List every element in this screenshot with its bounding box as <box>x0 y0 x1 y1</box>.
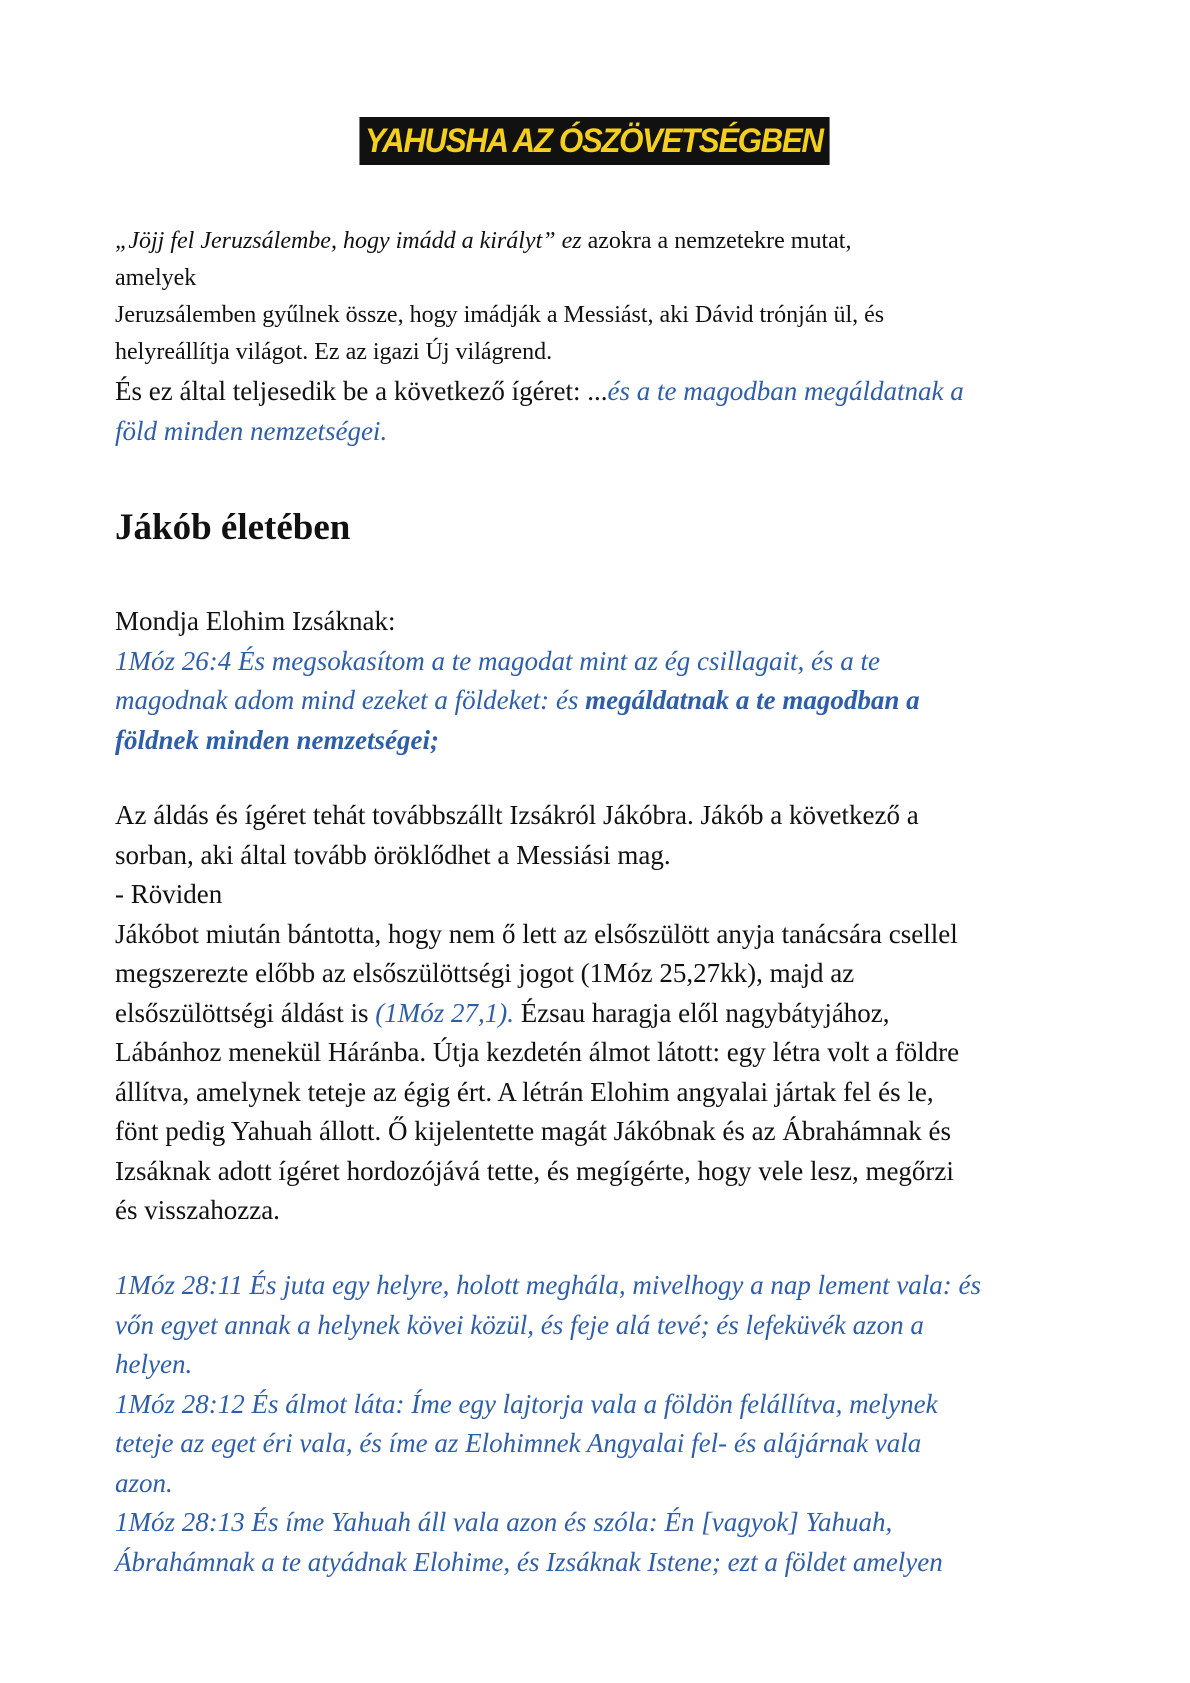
block-a-verse-line-2 <box>115 681 1105 721</box>
block-b-line-3: - Röviden <box>115 879 223 909</box>
block-c-line-1: 1Móz 28:11 És juta egy helyre, holott meghála, mivelhogy a nap lement vala: és <box>115 1270 982 1300</box>
block-b-line-5: megszerezte előbb az elsőszülöttségi jogot (1Móz 25,27kk), majd az <box>115 958 855 988</box>
block-b-line-2: sorban, aki által tovább öröklődhet a Messiási mag. <box>115 839 671 870</box>
intro-line-1 <box>115 223 1095 260</box>
block-c-line-6: azon. <box>115 1467 173 1498</box>
block-a-verse-line-3: földnek minden nemzetségei; <box>115 724 439 755</box>
block-c-line-5: teteje az eget éri vala, és íme az Elohimnek Angyalai fel- és alájárnak vala <box>115 1428 922 1458</box>
scripture-block-isaac <box>115 602 1105 760</box>
block-b-line-4: Jákóbot miután bántotta, hogy nem ő lett az elsőszülött anyja tanácsára csellel <box>115 918 958 949</box>
intro-paragraph <box>115 223 1095 451</box>
block-a-verse-line-1: 1Móz 26:4 És megsokasítom a te magodat mint az ég csillagait, és a te <box>115 645 880 676</box>
block-a-verse-plain: magodnak adom mind ezeket a földeket: és <box>115 685 586 715</box>
block-b-reference: (1Móz 27,1). <box>375 997 514 1028</box>
intro-line-4: helyreállítja világot. Ez az igazi Új világrend. <box>115 339 553 365</box>
block-c-line-2: vőn egyet annak a helynek kövei közül, és feje alá tevé; és lefeküvék azon a <box>115 1309 924 1340</box>
document-title: YAHUSHA AZ ÓSZÖVETSÉGBEN <box>360 117 830 165</box>
title-banner <box>0 117 1190 165</box>
intro-quote: „Jöjj fel Jeruzsálembe, hogy imádd a királyt” ez <box>115 228 582 254</box>
narrative-paragraph <box>115 796 1105 1231</box>
intro-line-2: amelyek <box>115 265 197 291</box>
block-b-line-6-start: elsőszülöttségi áldást is <box>115 997 376 1028</box>
block-c-line-4: 1Móz 28:12 És álmot láta: Íme egy lajtorja vala a földön felállítva, melynek <box>115 1388 938 1419</box>
section-heading: Jákób életében <box>115 507 351 548</box>
intro-line-5 <box>115 371 1095 411</box>
intro-line-1-rest: azokra a nemzetekre mutat, <box>581 228 852 254</box>
block-c-line-7: 1Móz 28:13 És íme Yahuah áll vala azon és szóla: Én [vagyok] Yahuah, <box>115 1507 893 1537</box>
block-b-line-7: Lábánhoz menekül Háránba. Útja kezdetén álmot látott: egy létra volt a földre <box>115 1037 960 1067</box>
block-b-line-6 <box>115 994 1105 1034</box>
block-a-verse-bold: megáldatnak a te magodban a <box>585 685 920 715</box>
block-b-line-10: Izsáknak adott ígéret hordozójává tette, és megígérte, hogy vele lesz, megőrzi <box>115 1155 954 1186</box>
scripture-block-jacob-dream <box>115 1266 1105 1582</box>
block-c-line-8: Ábrahámnak a te atyádnak Elohime, és Izsáknak Istene; ezt a földet amelyen <box>115 1546 943 1577</box>
block-b-line-8: állítva, amelynek teteje az égig ért. A létrán Elohim angyalai jártak fel és le, <box>115 1076 934 1107</box>
block-b-line-11: és visszahozza. <box>115 1195 280 1225</box>
block-a-line-1: Mondja Elohim Izsáknak: <box>115 606 396 636</box>
block-b-line-6-end: Ézsau haragja elől nagybátyjához, <box>513 997 890 1028</box>
intro-line-6: föld minden nemzetségei. <box>115 416 388 446</box>
block-b-line-1: Az áldás és ígéret tehát továbbszállt Izsákról Jákóbra. Jákób a következő a <box>115 800 919 830</box>
block-c-line-3: helyen. <box>115 1349 193 1379</box>
intro-promise-text: És ez által teljesedik be a következő ígéret: ... <box>115 376 608 406</box>
intro-line-3: Jeruzsálemben gyűlnek össze, hogy imádják a Messiást, aki Dávid trónján ül, és <box>115 302 885 328</box>
block-b-line-9: fönt pedig Yahuah állott. Ő kijelentette magát Jákóbnak és az Ábrahámnak és <box>115 1116 952 1146</box>
intro-promise-quote: és a te magodban megáldatnak a <box>607 376 964 406</box>
